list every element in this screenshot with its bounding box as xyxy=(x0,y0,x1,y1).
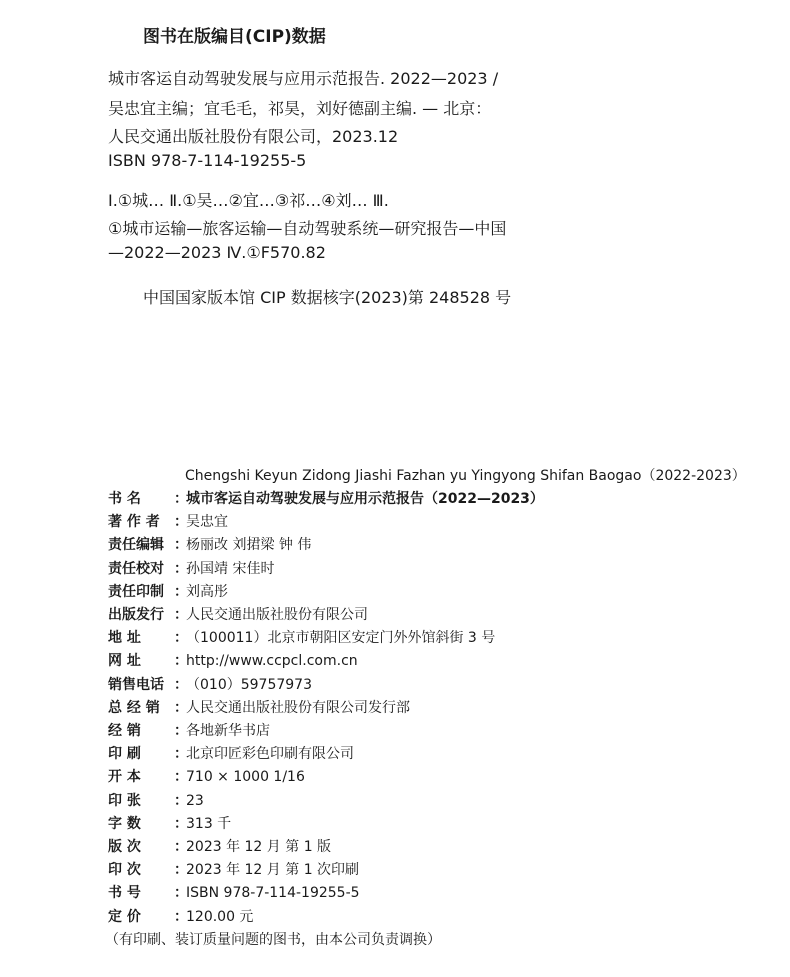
imprint-colon: ： xyxy=(174,560,188,577)
imprint-label: 印 刷 xyxy=(108,746,141,763)
imprint-label: 印 次 xyxy=(108,862,141,879)
imprint-colon: ： xyxy=(174,676,188,693)
imprint-label: 总 经 销 xyxy=(108,699,160,716)
cip-line: 吴忠宜主编；宜毛毛，祁昊，刘好德副主编. — 北京： xyxy=(108,99,492,118)
imprint-colon: ： xyxy=(174,630,188,647)
imprint-value: 710 × 1000 1/16 xyxy=(186,769,305,786)
imprint-colon: ： xyxy=(174,491,188,507)
cip-line: ISBN 978-7-114-19255-5 xyxy=(108,151,307,170)
imprint-colon: ： xyxy=(174,746,188,763)
imprint-label: 开 本 xyxy=(108,769,141,786)
imprint-label: 定 价 xyxy=(108,908,141,925)
imprint-label: 地 址 xyxy=(108,630,141,647)
imprint-colon: ： xyxy=(174,862,188,879)
imprint-colon: ： xyxy=(174,723,188,739)
imprint-label: 网 址 xyxy=(108,653,141,670)
imprint-colon: ： xyxy=(174,607,188,623)
imprint-value: 120.00 元 xyxy=(186,908,254,925)
imprint-colon: ： xyxy=(174,839,188,855)
imprint-value: 孙国靖 宋佳时 xyxy=(186,560,275,577)
imprint-label: 出版发行 xyxy=(108,607,164,623)
cip-line: 人民交通出版社股份有限公司，2023.12 xyxy=(108,127,399,146)
cip-retrieval-number: 中国国家版本馆 CIP 数据核字(2023)第 248528 号 xyxy=(143,288,512,307)
imprint-label: 责任印制 xyxy=(108,583,164,600)
imprint-value: 23 xyxy=(186,792,204,809)
imprint-value: http://www.ccpcl.com.cn xyxy=(186,653,358,670)
imprint-value: 313 千 xyxy=(186,815,232,832)
imprint-value: 2023 年 12 月 第 1 次印刷 xyxy=(186,862,360,879)
cip-line: ①城市运输—旅客运输—自动驾驶系统—研究报告—中国 xyxy=(108,219,507,238)
imprint-label: 经 销 xyxy=(108,723,141,739)
imprint-value: 城市客运自动驾驶发展与应用示范报告（2022—2023） xyxy=(186,491,544,507)
imprint-colon: ： xyxy=(174,653,188,670)
imprint-label: 责任编辑 xyxy=(108,537,164,554)
imprint-colon: ： xyxy=(174,885,188,902)
imprint-label: 书 号 xyxy=(108,885,141,902)
imprint-label: 书 名 xyxy=(108,491,141,507)
pinyin-title: Chengshi Keyun Zidong Jiashi Fazhan yu Yingyong Shifan Baogao（2022-2023） xyxy=(185,468,746,484)
imprint-colon: ： xyxy=(174,815,188,832)
imprint-colon: ： xyxy=(174,699,188,716)
imprint-colon: ： xyxy=(174,537,188,554)
cip-line: —2022—2023 Ⅳ.①F570.82 xyxy=(108,243,326,262)
imprint-colon: ： xyxy=(174,583,188,600)
imprint-label: 字 数 xyxy=(108,815,141,832)
imprint-value: 北京印匠彩色印刷有限公司 xyxy=(186,746,354,763)
imprint-value: （010）59757973 xyxy=(186,676,312,693)
imprint-label: 著 作 者 xyxy=(108,514,160,531)
imprint-value: 各地新华书店 xyxy=(186,723,270,739)
imprint-value: 吴忠宜 xyxy=(186,514,228,531)
cip-line: 城市客运自动驾驶发展与应用示范报告. 2022—2023 / xyxy=(108,69,499,88)
quality-notice: （有印刷、装订质量问题的图书，由本公司负责调换） xyxy=(105,932,441,948)
imprint-value: 人民交通出版社股份有限公司 xyxy=(186,607,368,623)
imprint-value: 杨丽改 刘捃梁 钟 伟 xyxy=(186,537,312,554)
imprint-label: 责任校对 xyxy=(108,560,164,577)
cip-title: 图书在版编目(CIP)数据 xyxy=(143,27,326,47)
imprint-colon: ： xyxy=(174,908,188,925)
imprint-value: ISBN 978-7-114-19255-5 xyxy=(186,885,360,902)
imprint-value: 人民交通出版社股份有限公司发行部 xyxy=(186,699,410,716)
imprint-colon: ： xyxy=(174,769,188,786)
imprint-value: （100011）北京市朝阳区安定门外外馆斜街 3 号 xyxy=(186,630,496,647)
imprint-label: 版 次 xyxy=(108,839,141,855)
imprint-label: 销售电话 xyxy=(108,676,164,693)
imprint-colon: ： xyxy=(174,514,188,531)
cip-line: Ⅰ.①城… Ⅱ.①吴…②宜…③祁…④刘… Ⅲ. xyxy=(108,191,389,210)
imprint-value: 刘高彤 xyxy=(186,583,228,600)
imprint-label: 印 张 xyxy=(108,792,141,809)
imprint-colon: ： xyxy=(174,792,188,809)
imprint-value: 2023 年 12 月 第 1 版 xyxy=(186,839,332,855)
